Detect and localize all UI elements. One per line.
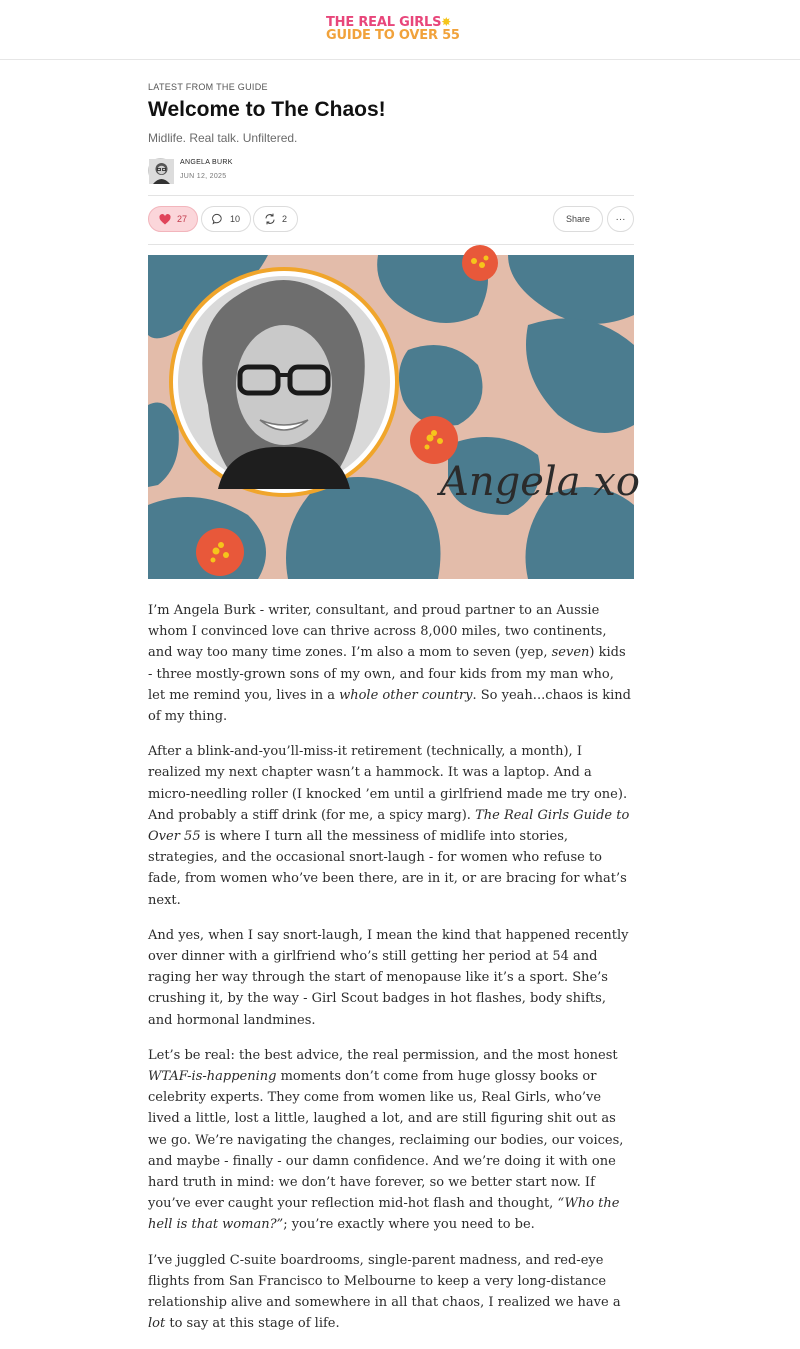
divider-bottom bbox=[148, 244, 634, 245]
post-body bbox=[148, 600, 634, 1349]
paragraph-5: I’ve juggled C-suite boardrooms, single-parent madness, and red-eye flights from San Francisco to Melbourne to keep a very long-distance relationship alive and somewhere in all that chaos, I realized we have a lot to say at this stage of life. bbox=[148, 1252, 621, 1332]
logo-line-1: THE REAL GIRLS bbox=[326, 15, 442, 30]
avatar-icon bbox=[149, 159, 174, 184]
post-title: Welcome to The Chaos! bbox=[148, 98, 386, 121]
author-avatar[interactable] bbox=[148, 158, 173, 183]
ellipsis-icon: ··· bbox=[615, 213, 626, 225]
paragraph-4: Let’s be real: the best advice, the real permission, and the most honest WTAF-is-happening moments don’t come from huge glossy books or celebrity experts. They come from women like us, Real Girls, who’ve lived a little, lost a little, laughed a lot, and are still figuring shit out as we go. We’re navigating the changes, reclaiming our bodies, our voices, and maybe - finally - our damn confidence. And we’re doing it with one hard truth in mind: we don’t have forever, so we better start now. If you’ve ever caught your reflection mid-hot flash and thought, “Who the hell is that woman?”; you’re exactly where you need to be. bbox=[148, 1047, 624, 1233]
logo-line-2: GUIDE TO OVER 55 bbox=[326, 27, 460, 43]
portrait-figure bbox=[202, 280, 364, 489]
paragraph-2: After a blink-and-you’ll-miss-it retirement (technically, a month), I realized my next chapter wasn’t a hammock. It was a laptop. And a micro-needling roller (I knocked ’em until a girlfriend made me try one). And probably a stiff drink (for me, a spicy marg). The Real Girls Guide to Over 55 is where I turn all the messiness of midlife into stories, strategies, and the occasional snort-laugh - for women who refuse to fade, from women who’ve been there, are in it, or are bracing for what’s next. bbox=[148, 744, 630, 908]
flower-1 bbox=[462, 245, 498, 281]
sun-icon: ✸ bbox=[441, 15, 452, 29]
more-options-button[interactable] bbox=[607, 206, 634, 232]
comments-button[interactable] bbox=[201, 206, 251, 232]
author-name[interactable]: ANGELA BURK bbox=[180, 159, 233, 166]
like-count: 27 bbox=[177, 214, 188, 224]
signature-text: Angela xo bbox=[440, 459, 640, 505]
divider-top bbox=[148, 195, 634, 196]
restack-button[interactable] bbox=[253, 206, 298, 232]
top-bar bbox=[0, 0, 800, 60]
share-label: Share bbox=[566, 214, 591, 224]
post-subtitle: Midlife. Real talk. Unfiltered. bbox=[148, 131, 298, 145]
hero-image bbox=[148, 255, 640, 579]
comment-count: 10 bbox=[230, 214, 241, 224]
heart-icon bbox=[159, 214, 171, 225]
post-kicker[interactable]: LATEST FROM THE GUIDE bbox=[148, 82, 268, 92]
flower-2 bbox=[410, 416, 458, 464]
share-button[interactable] bbox=[553, 206, 603, 232]
like-button[interactable] bbox=[148, 206, 198, 232]
paragraph-1: I’m Angela Burk - writer, consultant, and proud partner to an Aussie whom I convinced love can thrive across 8,000 miles, two continents, and way too many time zones. I’m also a mom to seven (yep, seven) kids - three mostly-grown sons of my own, and four kids from my man who, let me remind you, lives in a whole other country. So yeah...chaos is kind of my thing. bbox=[148, 603, 631, 725]
paragraph-3: And yes, when I say snort-laugh, I mean the kind that happened recently over dinner with a girlfriend who’s still getting her period at 54 and raging her way through the start of menopause like it’s a sport. She’s crushing it, by the way - Girl Scout badges in hot flashes, body shifts, and hormonal landmines. bbox=[148, 927, 629, 1028]
restack-icon bbox=[264, 213, 276, 225]
hero-illustration bbox=[148, 255, 640, 579]
restack-count: 2 bbox=[282, 214, 288, 224]
flower-3 bbox=[196, 528, 244, 576]
post-date: JUN 12, 2025 bbox=[180, 173, 227, 180]
publication-logo[interactable] bbox=[326, 16, 466, 44]
comment-icon bbox=[212, 213, 224, 225]
